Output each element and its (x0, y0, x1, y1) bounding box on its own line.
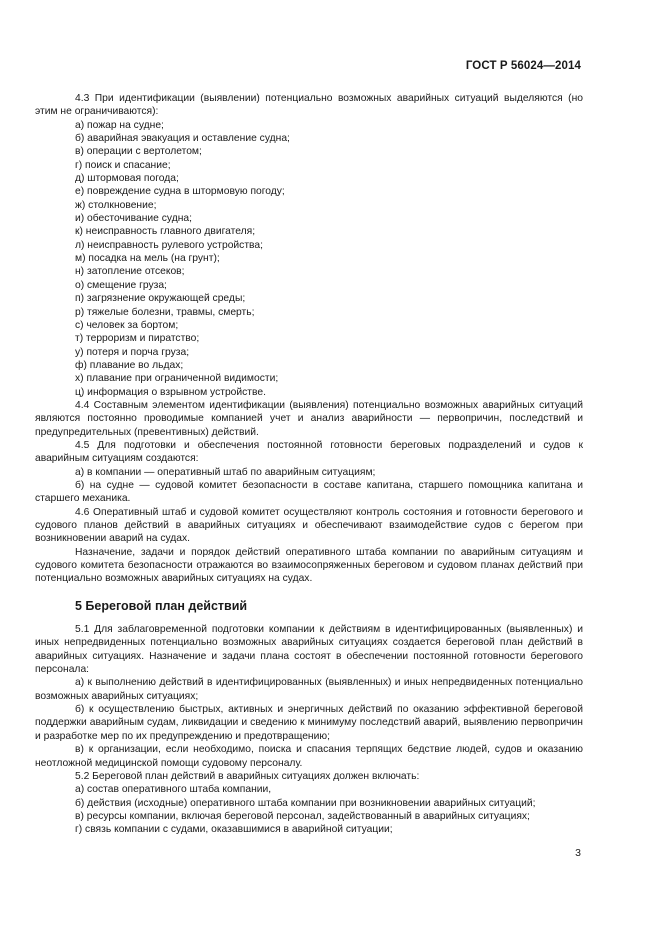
list-item: б) к осуществлению быстрых, активных и энергичных действий по оказанию эффективной береговой поддержки аварийным судам, ликвидации и сведению к минимуму последствий аварий, выявлению первопричин и разработке мер по их предупреждению и предотвращению; (35, 704, 583, 742)
paragraph-4-3: 4.3 При идентификации (выявлении) потенциально возможных аварийных ситуаций выделяются (но этим не ограничиваются): (35, 93, 583, 118)
paragraph-4-5: 4.5 Для подготовки и обеспечения постоянной готовности береговых подразделений и судов к аварийным ситуациям создаются: (35, 439, 583, 465)
list-item: л) неисправность рулевого устройства; (75, 239, 263, 251)
list-item: а) пожар на судне; (75, 119, 164, 131)
list-item: в) операции с вертолетом; (75, 146, 202, 158)
list-item: у) потеря и порча груза; (75, 346, 190, 358)
list-item: б) на судне — судовой комитет безопасности в составе капитана, старшего помощника капитана и старшего механика. (35, 479, 583, 505)
list-item: р) тяжелые болезни, травмы, смерть; (75, 306, 255, 318)
list-item: а) в компании — оперативный штаб по аварийным ситуациям; (75, 466, 376, 478)
paragraph-5-1: 5.1 Для заблаговременной подготовки компании к действиям в идентифицированных (выявленных) и иных непредвиденных потенциально возможных аварийных ситуациях создается береговой план действий в аварийных ситуациях. Назначение и задачи плана состоят в обеспечении постоянной готовности берегового персонала: (35, 624, 583, 676)
paragraph-5-2: 5.2 Береговой план действий в аварийных ситуациях должен включать: (75, 770, 420, 782)
list-item: б) действия (исходные) оперативного штаба компании при возникновении аварийных ситуаций; (75, 797, 536, 809)
list-item: г) связь компании с судами, оказавшимися в аварийной ситуации; (75, 824, 393, 836)
document-body (35, 92, 583, 837)
list-item: в) ресурсы компании, включая береговой персонал, задействованный в аварийных ситуациях; (75, 810, 530, 822)
list-item: о) смещение груза; (75, 279, 167, 291)
list-item: ф) плавание во льдах; (75, 359, 184, 371)
list-item: ж) столкновение; (75, 199, 157, 211)
list-item: г) поиск и спасание; (75, 159, 171, 171)
list-item: с) человек за бортом; (75, 319, 179, 331)
list-item: а) к выполнению действий в идентифицированных (выявленных) и иных непредвиденных потенциально возможных аварийных ситуациях; (35, 677, 583, 702)
list-item: б) аварийная эвакуация и оставление судна; (75, 133, 290, 145)
paragraph-4-4: 4.4 Составным элементом идентификации (выявления) потенциально возможных аварийных ситуаций являются постоянно проводимые компанией учет и анализ аварийности — первопричин, последствий и предупредительных (превентивных) действий. (35, 399, 583, 438)
list-item: и) обесточивание судна; (75, 213, 192, 225)
paragraph-4-6: 4.6 Оперативный штаб и судовой комитет осуществляют контроль состояния и готовности берегового и судового планов действий в аварийных ситуациях и обеспечивают взаимодействие судов с берегом при возникновении аварий на судах. (35, 506, 583, 545)
list-item: е) повреждение судна в штормовую погоду; (75, 186, 285, 198)
list-item: м) посадка на мель (на грунт); (75, 253, 220, 265)
list-item: а) состав оперативного штаба компании, (75, 784, 272, 796)
list-item: к) неисправность главного двигателя; (75, 226, 256, 238)
section-heading: 5 Береговой план действий (75, 598, 248, 613)
list-item: в) к организации, если необходимо, поиска и спасания терпящих бедствие людей, судов и оказанию неотложной медицинской помощи судовому персоналу. (35, 744, 583, 769)
standard-code: ГОСТ Р 56024—2014 (465, 60, 581, 72)
list-item: д) штормовая погода; (75, 173, 179, 185)
list-item: п) загрязнение окружающей среды; (75, 293, 246, 305)
list-item: х) плавание при ограниченной видимости; (75, 373, 279, 385)
situations-list (35, 119, 583, 399)
list-item: т) терроризм и пиратство; (75, 333, 200, 345)
paragraph-4-6-continued: Назначение, задачи и порядок действий оперативного штаба компании по аварийным ситуациям и судового комитета безопасности отражаются во взаимосопряженных береговом и судовом планах действий при потенциально возможных аварийных ситуациях на судах. (35, 546, 583, 585)
list-item: ц) информация о взрывном устройстве. (75, 386, 266, 398)
list-item: н) затопление отсеков; (75, 266, 185, 278)
page-number: 3 (575, 847, 581, 859)
